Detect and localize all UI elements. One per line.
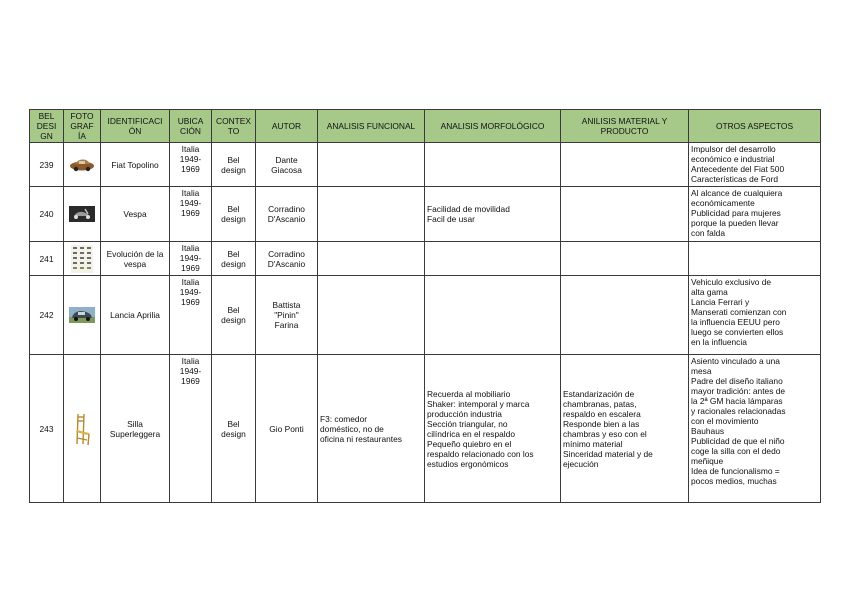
otros-line: luego se convierten ellos: [691, 327, 784, 337]
cell-otros: [689, 276, 821, 355]
otros-line: con el movimiento: [691, 416, 759, 426]
table-row-241: [30, 242, 821, 276]
otros-line: Publicidad de que el niño: [691, 436, 785, 446]
morfologico-line: Pequeño quiebro en el: [427, 438, 512, 449]
cell-funcional: [318, 242, 425, 276]
cell-otros: [689, 242, 821, 276]
cell-ubicacion: [170, 355, 212, 503]
ubicacion-line: 1969: [181, 208, 200, 218]
material-line: chambranas, patas,: [563, 398, 637, 409]
otros-line: Lancia Ferrari y: [691, 297, 750, 307]
otros-line: porque la pueden llevar: [691, 218, 779, 228]
cell-morfologico: [425, 355, 561, 503]
cell-funcional: [318, 276, 425, 355]
cell-number: 242: [30, 276, 64, 355]
cell-contexto: [212, 187, 256, 242]
otros-line: económicamente: [691, 198, 755, 208]
cell-contexto: [212, 355, 256, 503]
cell-morfologico: [425, 276, 561, 355]
cell-material: [561, 276, 689, 355]
cell-autor: [256, 276, 318, 355]
material-line: Estandarización de: [563, 388, 635, 399]
otros-line: Manserati comienzan con: [691, 307, 787, 317]
morfologico-line: Facilidad de movilidad: [427, 204, 510, 214]
material-line: Sinceridad material y de: [563, 448, 653, 459]
cell-photo: [64, 242, 101, 276]
material-line: mínimo material: [563, 438, 623, 449]
ubicacion-line: 1969: [181, 164, 200, 174]
otros-line: coge la silla con el dedo: [691, 446, 781, 456]
otros-line: mayor tradición: antes de: [691, 386, 786, 396]
header-bel-design: BEL DESI GN: [30, 110, 64, 143]
otros-line: Características de Ford: [691, 174, 779, 184]
otros-line: mesa: [691, 366, 712, 376]
morfologico-line: Recuerda al mobiliario: [427, 388, 511, 399]
otros-line: pocos medios, muchas: [691, 476, 777, 486]
header-fotografia: FOTO GRAF ÍA: [64, 110, 101, 143]
contexto-line: Bel: [227, 248, 240, 259]
cell-morfologico: [425, 143, 561, 187]
cell-ubicacion: [170, 242, 212, 276]
autor-line: Giacosa: [271, 164, 302, 175]
cell-morfologico: [425, 187, 561, 242]
contexto-line: Bel: [227, 154, 240, 165]
morfologico-line: estudios ergonómicos: [427, 458, 509, 469]
otros-line: Asiento vinculado a una: [691, 356, 780, 366]
cell-autor: [256, 242, 318, 276]
contexto-line: design: [221, 164, 246, 175]
header-ubicacion: UBICA CIÓN: [170, 110, 212, 143]
header-analisis-morfologico: ANALISIS MORFOLÓGICO: [425, 110, 561, 143]
cell-otros: [689, 355, 821, 503]
cell-autor: [256, 355, 318, 503]
otros-line: Antecedente del Fiat 500: [691, 164, 785, 174]
header-contexto: CONTEX TO: [212, 110, 256, 143]
contexto-line: Bel: [227, 204, 240, 214]
cell-contexto: [212, 242, 256, 276]
cell-material: [561, 187, 689, 242]
otros-line: económico e industrial: [691, 154, 775, 164]
header-analisis-funcional: ANALISIS FUNCIONAL: [318, 110, 425, 143]
ubicacion-line: Italia: [181, 188, 200, 198]
cell-number: 243: [30, 355, 64, 503]
cell-contexto: [212, 143, 256, 187]
cell-photo: [64, 355, 101, 503]
cell-autor: [256, 187, 318, 242]
table-row-240: [30, 187, 821, 242]
otros-line: Impulsor del desarrollo: [691, 144, 776, 154]
ubicacion-line: 1949-: [179, 366, 202, 376]
morfologico-line: Facil de usar: [427, 214, 475, 224]
ubicacion-line: 1969: [181, 376, 200, 386]
otros-line: alta gama: [691, 287, 728, 297]
morfologico-line: Shaker: intemporal y marca: [427, 398, 530, 409]
cell-name: Lancia Aprilia: [101, 276, 170, 355]
otros-line: Bauhaus: [691, 426, 725, 436]
autor-line: Corradino: [268, 248, 305, 259]
otros-line: Idea de funcionalismo =: [691, 466, 780, 476]
contexto-line: Bel: [227, 305, 240, 315]
header-autor: AUTOR: [256, 110, 318, 143]
funcional-line: F3: comedor: [320, 413, 368, 424]
cell-number: 240: [30, 187, 64, 242]
funcional-line: oficina ni restaurantes: [320, 433, 402, 444]
cell-photo: [64, 143, 101, 187]
autor-line: "Pinin": [274, 310, 299, 320]
cell-name: Fiat Topolino: [101, 143, 170, 187]
material-line: chambras y eso con el: [563, 428, 647, 439]
otros-line: la 2ª GM hacia lámparas: [691, 396, 783, 406]
cell-number: 239: [30, 143, 64, 187]
cell-material: [561, 242, 689, 276]
otros-line: Publicidad para mujeres: [691, 208, 781, 218]
cell-morfologico: [425, 242, 561, 276]
cell-ubicacion: [170, 276, 212, 355]
ubicacion-line: 1949-: [179, 253, 202, 263]
cell-contexto: [212, 276, 256, 355]
autor-line: D'Ascanio: [267, 258, 306, 269]
header-analisis-material: ANILISIS MATERIAL Y PRODUCTO: [561, 110, 689, 143]
ubicacion-line: Italia: [181, 243, 200, 253]
autor-line: D'Ascanio: [267, 214, 306, 224]
cell-otros: [689, 143, 821, 187]
cell-name: Silla Superleggera: [101, 355, 170, 503]
chair-photo-icon: [66, 412, 98, 446]
otros-line: Al alcance de cualquiera: [691, 188, 783, 198]
contexto-line: design: [221, 214, 246, 224]
morfologico-line: cilíndrica en el respaldo: [427, 428, 515, 439]
otros-line: con falda: [691, 228, 725, 238]
cell-funcional: [318, 355, 425, 503]
table-row-242: [30, 276, 821, 355]
otros-line: meñique: [691, 456, 724, 466]
autor-line: Gio Ponti: [269, 423, 304, 434]
otros-line: Padre del diseño italiano: [691, 376, 783, 386]
cell-autor: [256, 143, 318, 187]
contexto-line: design: [221, 258, 246, 269]
material-line: ejecución: [563, 458, 599, 469]
autor-line: Dante: [275, 154, 298, 165]
morfologico-line: producción industria: [427, 408, 502, 419]
contexto-line: design: [221, 315, 246, 325]
ubicacion-line: Italia: [181, 356, 200, 366]
cell-material: [561, 355, 689, 503]
ubicacion-line: 1969: [181, 263, 200, 273]
cell-photo: [64, 187, 101, 242]
scooter-photo-icon: [66, 206, 98, 222]
material-line: Responde bien a las: [563, 418, 640, 429]
ubicacion-line: Italia: [181, 144, 200, 154]
ubicacion-line: 1949-: [179, 287, 202, 297]
material-line: respaldo en escalera: [563, 408, 641, 419]
cell-name: Vespa: [101, 187, 170, 242]
cell-photo: [64, 276, 101, 355]
autor-line: Battista: [272, 300, 301, 310]
cell-funcional: [318, 143, 425, 187]
vespa-evolution-chart-icon: [66, 245, 98, 273]
contexto-line: design: [221, 428, 246, 439]
morfologico-line: respaldo relacionado con los: [427, 448, 534, 459]
cell-number: 241: [30, 242, 64, 276]
cell-ubicacion: [170, 143, 212, 187]
cell-name: Evolución de la vespa: [101, 242, 170, 276]
small-car-photo-icon: [66, 158, 98, 172]
table-row-243: [30, 355, 821, 503]
ubicacion-line: 1949-: [179, 198, 202, 208]
car-photo-icon: [66, 307, 98, 323]
autor-line: Corradino: [268, 204, 305, 214]
otros-line: y racionales relacionadas: [691, 406, 786, 416]
cell-ubicacion: [170, 187, 212, 242]
otros-line: la influencia EEUU pero: [691, 317, 780, 327]
contexto-line: Bel: [227, 418, 240, 429]
table-row-239: [30, 143, 821, 187]
ubicacion-line: 1949-: [179, 154, 202, 164]
ubicacion-line: 1969: [181, 297, 200, 307]
header-identificacion: IDENTIFICACI ÓN: [101, 110, 170, 143]
otros-line: en la influencia: [691, 337, 747, 347]
cell-funcional: [318, 187, 425, 242]
design-table: [29, 109, 821, 503]
morfologico-line: Sección triangular, no: [427, 418, 508, 429]
header-row: [30, 110, 821, 143]
cell-material: [561, 143, 689, 187]
otros-line: Vehiculo exclusivo de: [691, 277, 772, 287]
funcional-line: doméstico, no de: [320, 423, 384, 434]
cell-otros: [689, 187, 821, 242]
header-otros-aspectos: OTROS ASPECTOS: [689, 110, 821, 143]
autor-line: Farina: [274, 320, 299, 330]
ubicacion-line: Italia: [181, 277, 200, 287]
